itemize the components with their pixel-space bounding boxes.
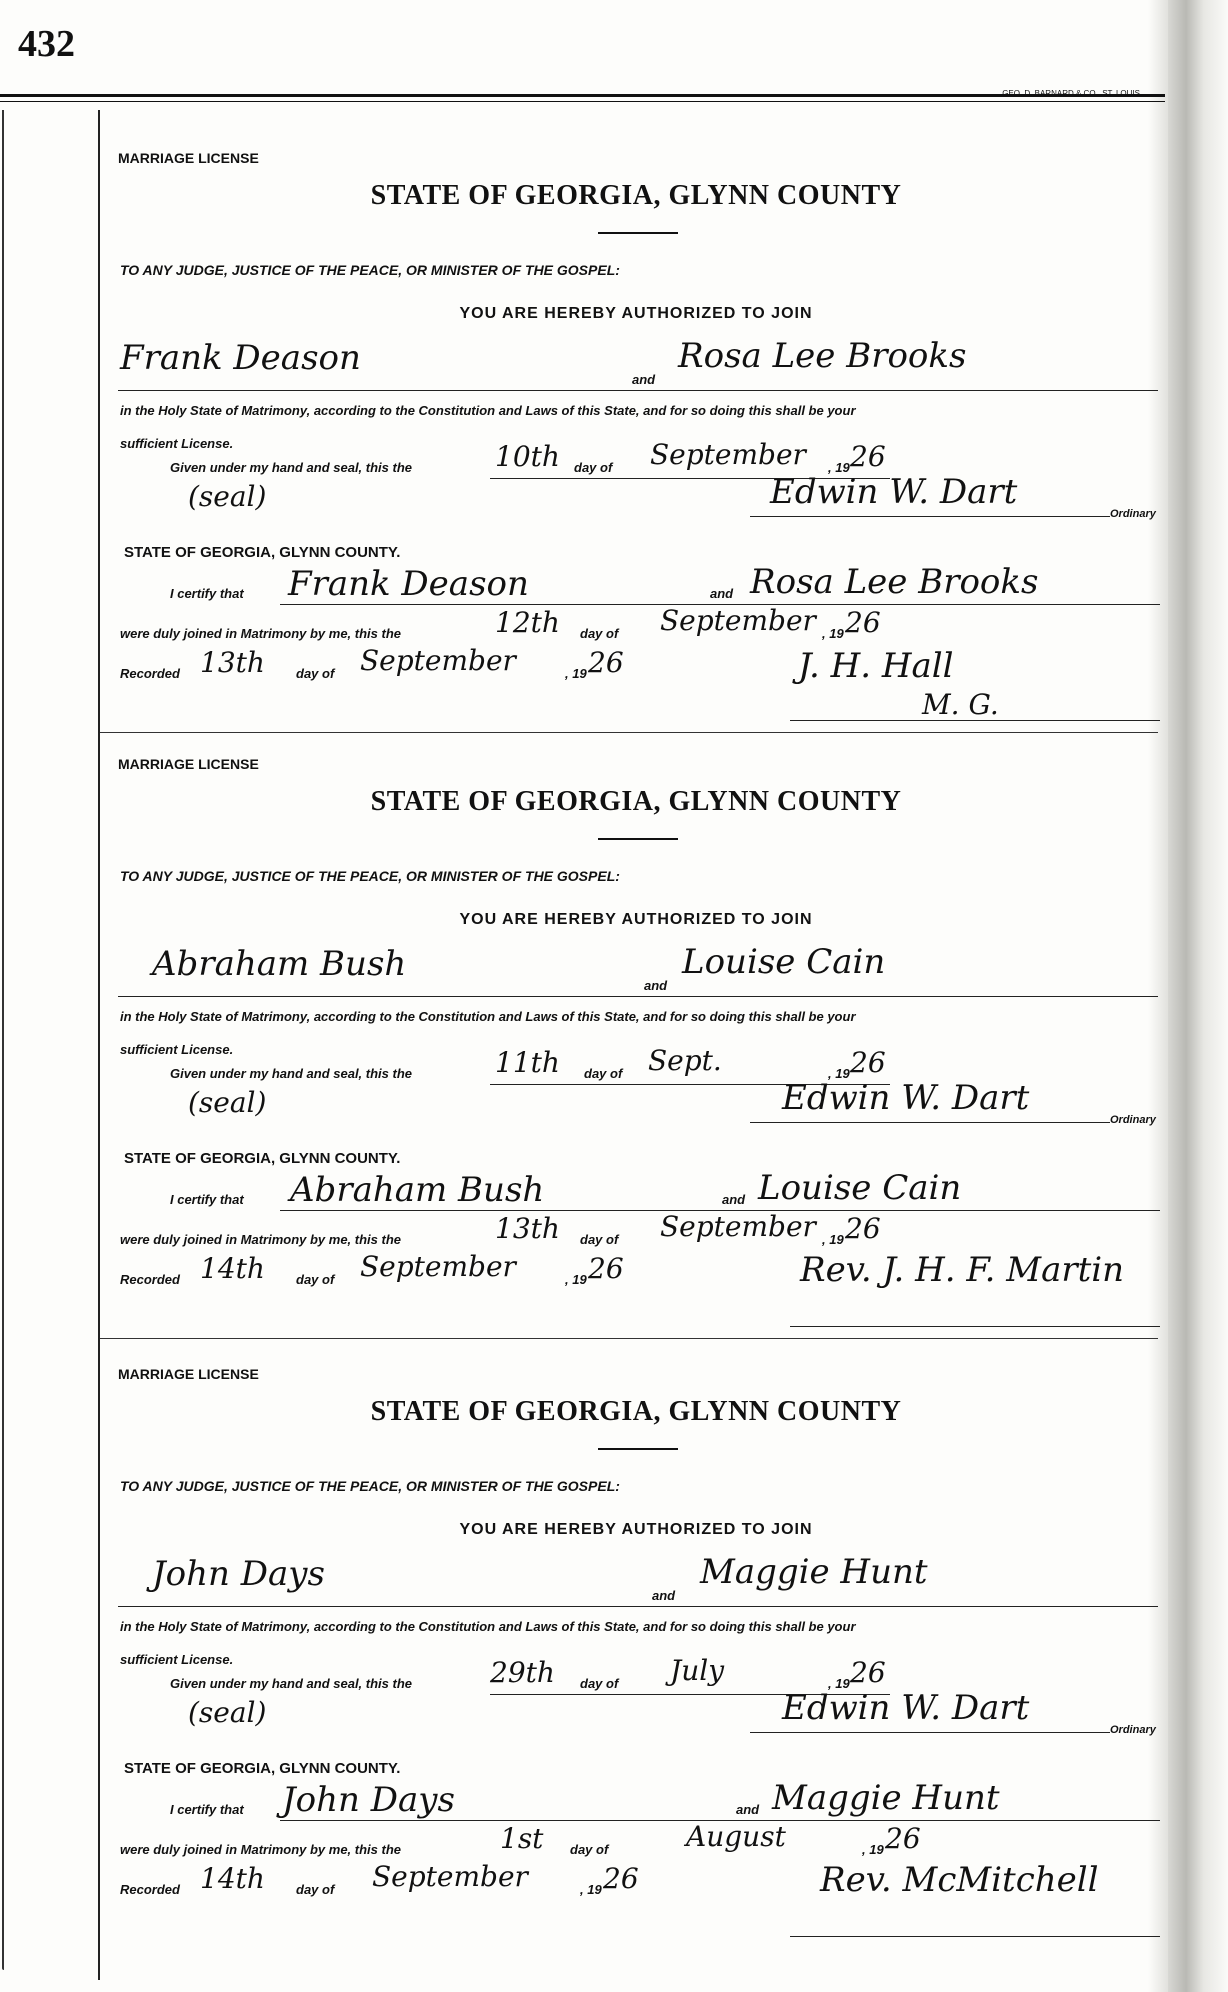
day-of-label: day of xyxy=(580,626,619,641)
cert-bride: Rosa Lee Brooks xyxy=(750,562,1039,602)
book-spine xyxy=(1168,0,1228,1992)
officiant-signature: J. H. Hall xyxy=(798,646,954,686)
title-underline xyxy=(598,232,678,234)
groom-name: John Days xyxy=(152,1554,325,1594)
and-label: and xyxy=(644,978,668,993)
authorized-line: YOU ARE HEREBY AUTHORIZED TO JOIN xyxy=(459,305,813,322)
license-day: 29th xyxy=(490,1656,555,1689)
recorded-day: 14th xyxy=(200,1252,265,1285)
recorded-label: Recorded xyxy=(120,666,180,681)
day-of-label: day of xyxy=(574,460,613,475)
ordinary-label: Ordinary xyxy=(1110,508,1156,520)
ordinary-label: Ordinary xyxy=(1110,1114,1156,1126)
cert-groom: Frank Deason xyxy=(288,564,529,604)
day-of-label: day of xyxy=(296,1272,335,1287)
seal-mark: (seal) xyxy=(188,1696,267,1729)
married-month: August xyxy=(686,1820,786,1853)
year-prefix: , 19 xyxy=(828,460,850,475)
cert-bride: Louise Cain xyxy=(758,1168,962,1208)
title-underline xyxy=(598,1448,678,1450)
cert-groom: Abraham Bush xyxy=(290,1170,545,1210)
day-of-label: day of xyxy=(296,1882,335,1897)
license-day: 11th xyxy=(495,1046,560,1079)
left-margin-rule xyxy=(98,110,100,1980)
page-edge-rule xyxy=(2,110,4,1970)
legal-text: in the Holy State of Matrimony, according to the Constitution and Laws of this State, and for so doing this shall be your xyxy=(120,1009,856,1024)
ordinary-signature: Edwin W. Dart xyxy=(770,472,1018,512)
state-title: STATE OF GEORGIA, GLYNN COUNTY xyxy=(370,786,902,817)
ordinary-signature: Edwin W. Dart xyxy=(782,1078,1030,1118)
sufficient-license: sufficient License. xyxy=(120,1652,234,1667)
recorded-day: 14th xyxy=(200,1862,265,1895)
recorded-label: Recorded xyxy=(120,1882,180,1897)
recorded-year: 26 xyxy=(588,1252,624,1285)
year-prefix: , 19 xyxy=(828,1066,850,1081)
authorized-line: YOU ARE HEREBY AUTHORIZED TO JOIN xyxy=(459,1521,813,1538)
given-under-label: Given under my hand and seal, this the xyxy=(170,1066,412,1081)
names-rule xyxy=(118,1606,1158,1607)
license-year: 26 xyxy=(850,1656,886,1689)
married-day: 13th xyxy=(495,1212,560,1245)
recorded-month: September xyxy=(372,1860,528,1893)
license-month: Sept. xyxy=(648,1044,722,1077)
marriage-record-1 xyxy=(110,110,1162,730)
title-underline xyxy=(598,838,678,840)
license-year: 26 xyxy=(850,1046,886,1079)
year-prefix: , 19 xyxy=(822,1232,844,1247)
state-title: STATE OF GEORGIA, GLYNN COUNTY xyxy=(370,1396,902,1427)
address-line: TO ANY JUDGE, JUSTICE OF THE PEACE, OR MINISTER OF THE GOSPEL: xyxy=(120,1478,620,1494)
cert-bride: Maggie Hunt xyxy=(772,1778,1000,1818)
married-year: 26 xyxy=(845,606,881,639)
day-of-label: day of xyxy=(580,1232,619,1247)
given-under-label: Given under my hand and seal, this the xyxy=(170,1676,412,1691)
license-month: July xyxy=(670,1654,725,1687)
recorded-year: 26 xyxy=(588,646,624,679)
state-title: STATE OF GEORGIA, GLYNN COUNTY xyxy=(370,180,902,211)
seal-mark: (seal) xyxy=(188,480,267,513)
recorded-label: Recorded xyxy=(120,1272,180,1287)
legal-text: in the Holy State of Matrimony, according to the Constitution and Laws of this State, and for so doing this shall be your xyxy=(120,1619,856,1634)
license-label: MARRIAGE LICENSE xyxy=(118,150,259,166)
and-label: and xyxy=(652,1588,676,1603)
names-rule xyxy=(118,390,1158,391)
year-prefix: , 19 xyxy=(565,666,587,681)
ordinary-rule xyxy=(750,516,1110,517)
legal-text: in the Holy State of Matrimony, according to the Constitution and Laws of this State, and for so doing this shall be your xyxy=(120,403,856,418)
recorded-month: September xyxy=(360,1250,516,1283)
bride-name: Louise Cain xyxy=(682,942,886,982)
i-certify-label: I certify that xyxy=(170,1802,244,1817)
marriage-record-2 xyxy=(110,716,1162,1336)
ordinary-rule xyxy=(750,1122,1110,1123)
year-prefix: , 19 xyxy=(565,1272,587,1287)
day-of-label: day of xyxy=(296,666,335,681)
and-label: and xyxy=(736,1802,760,1817)
recorded-year: 26 xyxy=(603,1862,639,1895)
marriage-record-3 xyxy=(110,1326,1162,1946)
certificate-heading: STATE OF GEORGIA, GLYNN COUNTY. xyxy=(124,1760,401,1777)
license-label: MARRIAGE LICENSE xyxy=(118,1366,259,1382)
i-certify-label: I certify that xyxy=(170,586,244,601)
officiant-rule xyxy=(790,1936,1160,1937)
names-rule xyxy=(118,996,1158,997)
address-line: TO ANY JUDGE, JUSTICE OF THE PEACE, OR MINISTER OF THE GOSPEL: xyxy=(120,262,620,278)
groom-name: Abraham Bush xyxy=(152,944,407,984)
married-day: 12th xyxy=(495,606,560,639)
certificate-heading: STATE OF GEORGIA, GLYNN COUNTY. xyxy=(124,1150,401,1167)
publisher-imprint: GEO. D. BARNARD & CO., ST. LOUIS xyxy=(1002,89,1140,98)
cert-groom: John Days xyxy=(282,1780,455,1820)
officiant-signature: Rev. J. H. F. Martin xyxy=(800,1250,1125,1290)
duly-joined-label: were duly joined in Matrimony by me, this the xyxy=(120,1842,401,1857)
married-year: 26 xyxy=(845,1212,881,1245)
bride-name: Rosa Lee Brooks xyxy=(678,336,967,376)
address-line: TO ANY JUDGE, JUSTICE OF THE PEACE, OR MINISTER OF THE GOSPEL: xyxy=(120,868,620,884)
ordinary-signature: Edwin W. Dart xyxy=(782,1688,1030,1728)
day-of-label: day of xyxy=(584,1066,623,1081)
certificate-heading: STATE OF GEORGIA, GLYNN COUNTY. xyxy=(124,544,401,561)
day-of-label: day of xyxy=(580,1676,619,1691)
page-number: 432 xyxy=(18,23,75,65)
duly-joined-label: were duly joined in Matrimony by me, this the xyxy=(120,626,401,641)
recorded-month: September xyxy=(360,644,516,677)
license-year: 26 xyxy=(850,440,886,473)
married-month: September xyxy=(660,1210,816,1243)
day-of-label: day of xyxy=(570,1842,609,1857)
married-day: 1st xyxy=(500,1822,544,1855)
married-month: September xyxy=(660,604,816,637)
ordinary-rule xyxy=(750,1732,1110,1733)
header-rule-thin xyxy=(0,101,1165,102)
ordinary-label: Ordinary xyxy=(1110,1724,1156,1736)
recorded-day: 13th xyxy=(200,646,265,679)
officiant-title: M. G. xyxy=(922,688,999,721)
married-year: 26 xyxy=(885,1822,921,1855)
and-label: and xyxy=(710,586,734,601)
license-label: MARRIAGE LICENSE xyxy=(118,756,259,772)
year-prefix: , 19 xyxy=(828,1676,850,1691)
license-day: 10th xyxy=(495,440,560,473)
and-label: and xyxy=(722,1192,746,1207)
year-prefix: , 19 xyxy=(862,1842,884,1857)
seal-mark: (seal) xyxy=(188,1086,267,1119)
sufficient-license: sufficient License. xyxy=(120,1042,234,1057)
authorized-line: YOU ARE HEREBY AUTHORIZED TO JOIN xyxy=(459,911,813,928)
duly-joined-label: were duly joined in Matrimony by me, this the xyxy=(120,1232,401,1247)
year-prefix: , 19 xyxy=(580,1882,602,1897)
bride-name: Maggie Hunt xyxy=(700,1552,928,1592)
and-label: and xyxy=(632,372,656,387)
officiant-signature: Rev. McMitchell xyxy=(820,1860,1099,1900)
i-certify-label: I certify that xyxy=(170,1192,244,1207)
year-prefix: , 19 xyxy=(822,626,844,641)
license-month: September xyxy=(650,438,806,471)
given-under-label: Given under my hand and seal, this the xyxy=(170,460,412,475)
sufficient-license: sufficient License. xyxy=(120,436,234,451)
groom-name: Frank Deason xyxy=(120,338,361,378)
header-rule xyxy=(0,94,1165,97)
